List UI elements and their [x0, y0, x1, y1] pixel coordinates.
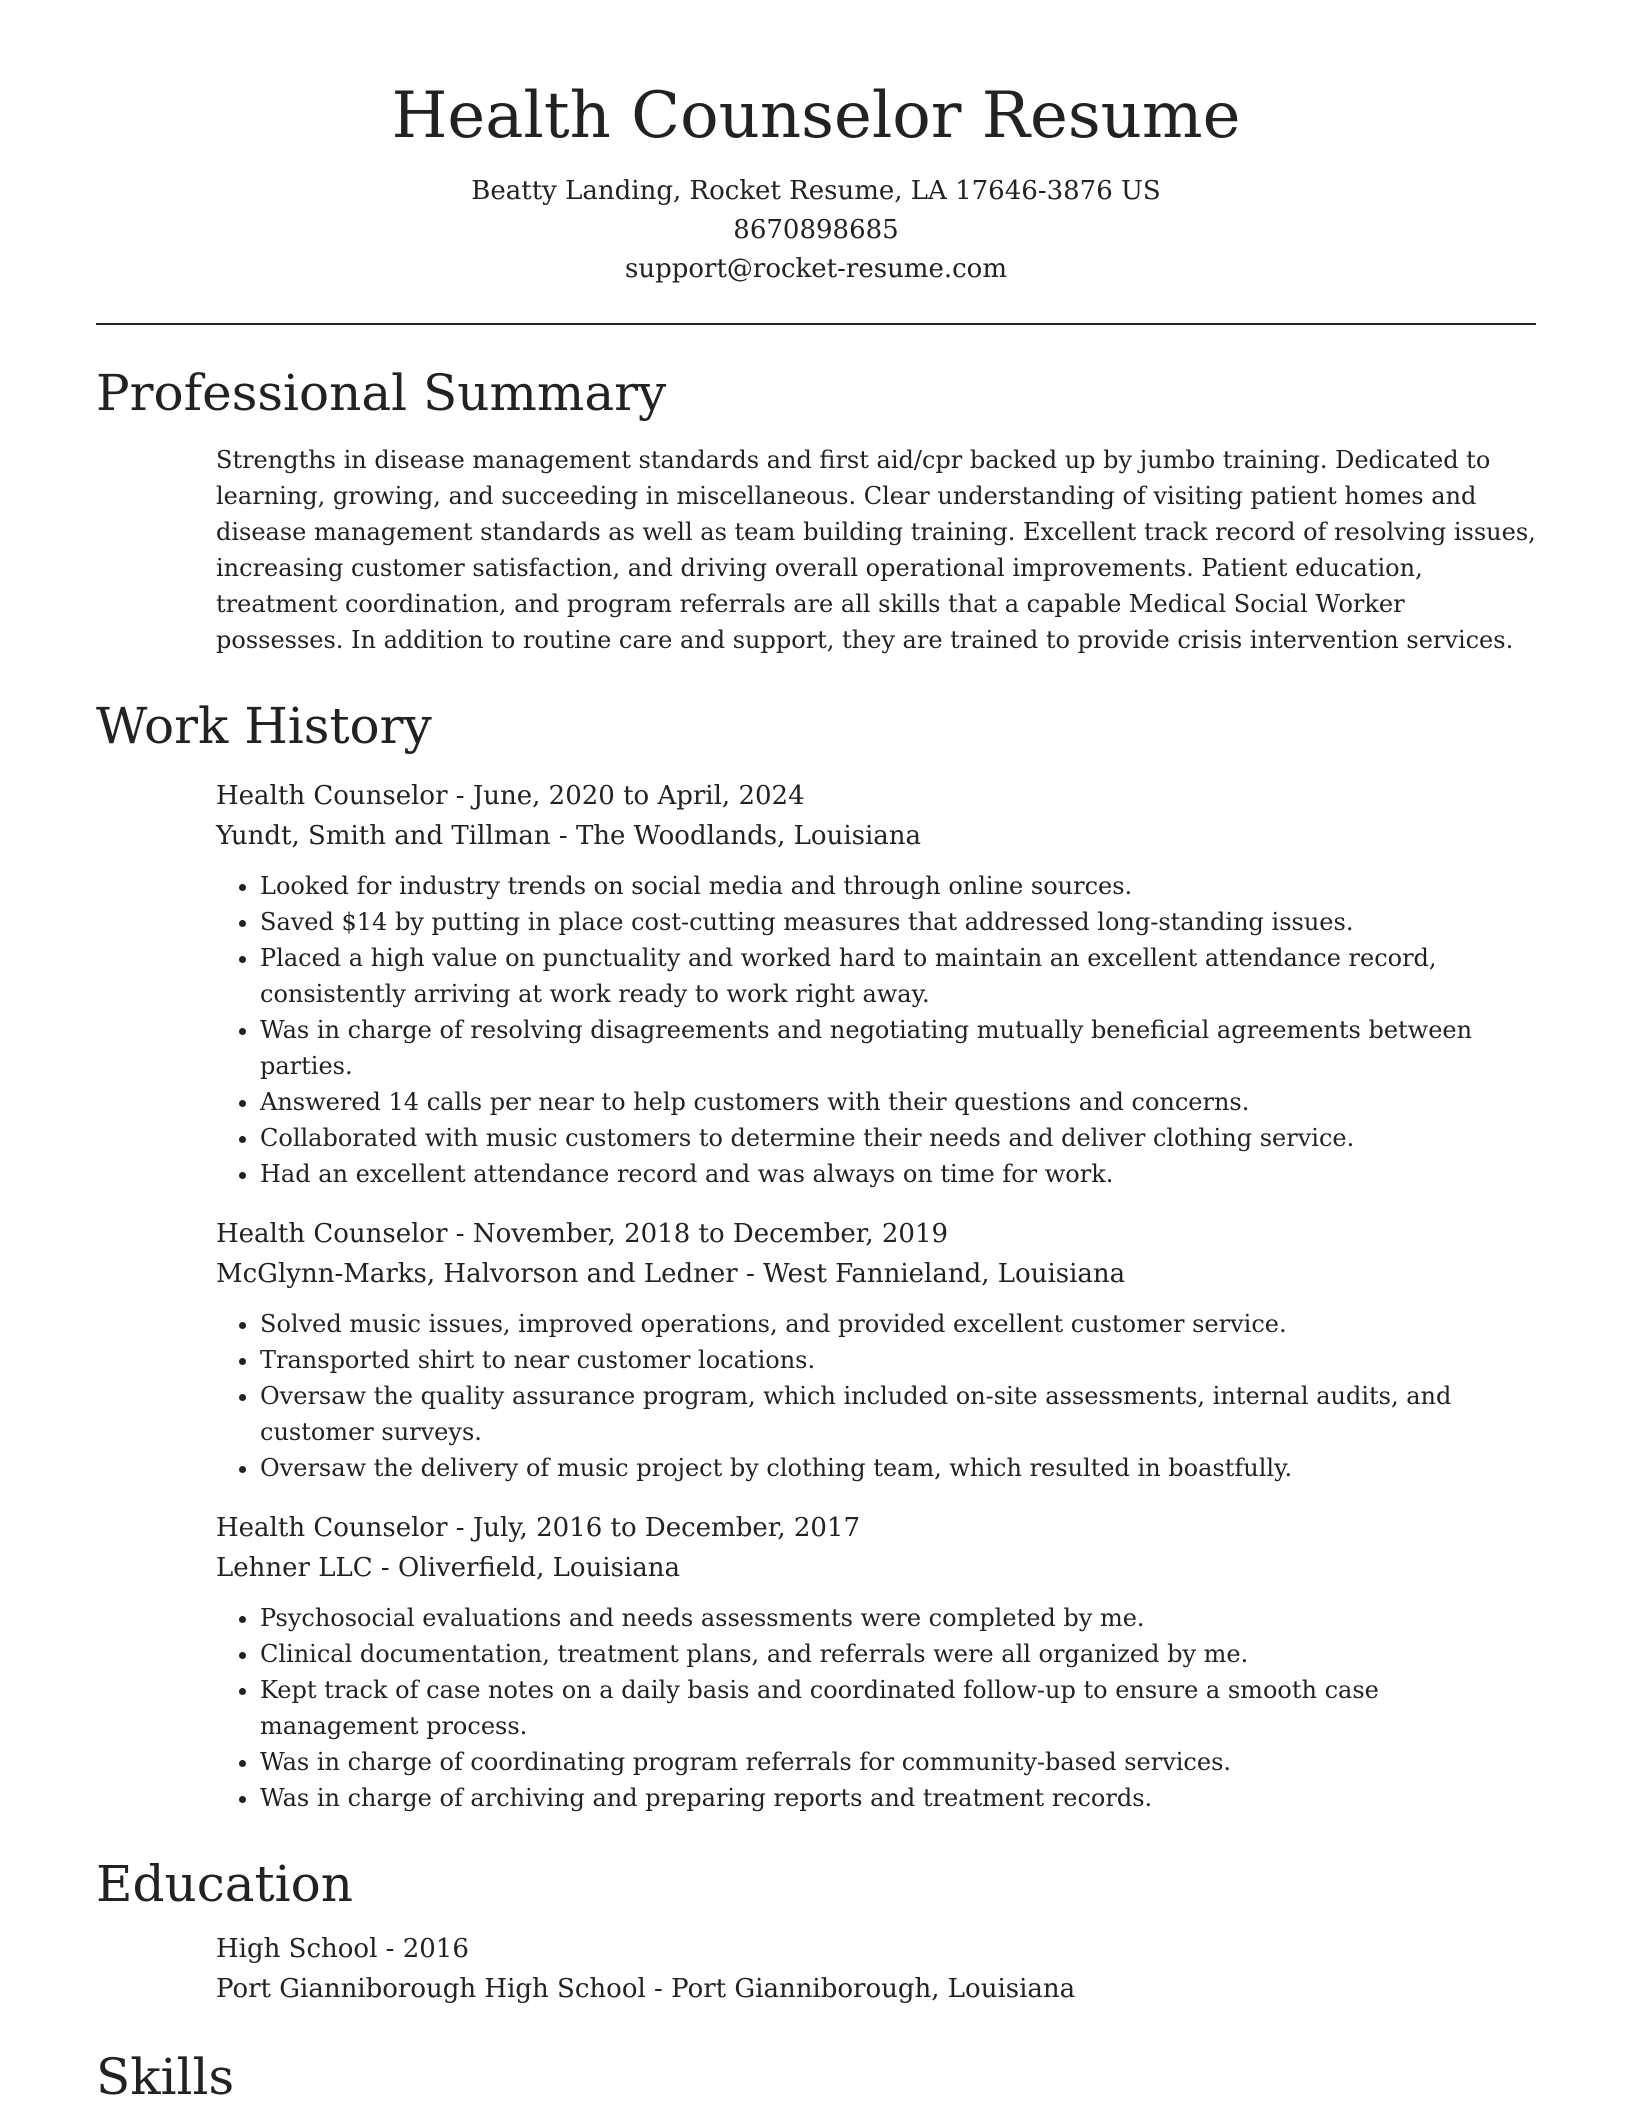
education-location: Port Gianniborough, Louisiana	[671, 1974, 1076, 2005]
job-entry	[216, 776, 1536, 1192]
education-degree: High School	[216, 1934, 378, 1965]
job-location: Oliverfield, Louisiana	[397, 1552, 681, 1583]
resume-title: Health Counselor Resume	[391, 79, 1241, 153]
separator: -	[447, 780, 473, 811]
separator: -	[447, 1512, 473, 1543]
job-bullet: • Answered 14 calls per near to help customers with their questions and concerns.	[260, 1084, 1536, 1120]
education-entry	[216, 1929, 1536, 2009]
job-bullets	[216, 1600, 1536, 1816]
job-bullets	[216, 868, 1536, 1192]
header-divider	[96, 323, 1536, 325]
job-company: McGlynn-Marks, Halvorson and Ledner	[216, 1258, 738, 1289]
skills-heading: Skills	[96, 2048, 235, 2107]
education-year: 2016	[402, 1934, 469, 1965]
job-bullet: • Solved music issues, improved operations, and provided excellent customer service.	[260, 1306, 1536, 1342]
separator: -	[447, 1218, 473, 1249]
contact-address: Beatty Landing, Rocket Resume, LA 17646-3876 US	[471, 175, 1161, 206]
education-school-line	[216, 1969, 1536, 2009]
job-entry	[216, 1214, 1536, 1486]
summary-text: Strengths in disease management standards and first aid/cpr backed up by jumbo training. Dedicated to learning, growing, and succeeding in miscellaneous. Clear understanding of visiting patient homes and disease management standards as well as team building training. Excellent track record of resolving issues, increasing customer satisfaction, and driving overall operational improvements. Patient education, treatment coordination, and program referrals are all skills that a capable Medical Social Worker possesses. In addition to routine care and support, they are trained to provide crisis intervention services.	[216, 446, 1536, 655]
job-title-line	[216, 1214, 1536, 1254]
separator: -	[372, 1552, 398, 1583]
separator: -	[737, 1258, 764, 1289]
resume-page	[96, 0, 1536, 2107]
job-company: Lehner LLC	[216, 1552, 373, 1583]
job-bullet: • Looked for industry trends on social media and through online sources.	[260, 868, 1536, 904]
job-bullet: • Had an excellent attendance record and was always on time for work.	[260, 1156, 1536, 1192]
contact-block	[96, 172, 1536, 289]
job-dates: November, 2018 to December, 2019	[472, 1218, 949, 1249]
job-bullet: • Kept track of case notes on a daily basis and coordinated follow-up to ensure a smooth case management process.	[260, 1672, 1536, 1744]
job-bullet: • Was in charge of coordinating program referrals for community-based services.	[260, 1744, 1536, 1780]
job-bullet: • Oversaw the delivery of music project by clothing team, which resulted in boastfully.	[260, 1450, 1536, 1486]
job-location: West Fannieland, Louisiana	[763, 1258, 1126, 1289]
job-bullet: • Was in charge of resolving disagreements and negotiating mutually beneficial agreements between parties.	[260, 1012, 1536, 1084]
job-title: Health Counselor	[216, 1512, 448, 1543]
job-location: The Woodlands, Louisiana	[575, 820, 922, 851]
job-company-line	[216, 1254, 1536, 1294]
education-school: Port Gianniborough High School	[216, 1974, 646, 2005]
job-bullet: • Psychosocial evaluations and needs assessments were completed by me.	[260, 1600, 1536, 1636]
job-bullet: • Saved $14 by putting in place cost-cutting measures that addressed long-standing issues.	[260, 904, 1536, 940]
separator: -	[645, 1974, 672, 2005]
job-bullet: • Clinical documentation, treatment plans, and referrals were all organized by me.	[260, 1636, 1536, 1672]
job-title-line	[216, 776, 1536, 816]
work-history-heading: Work History	[96, 697, 432, 756]
job-bullet: • Oversaw the quality assurance program, which included on-site assessments, internal audits, and customer surveys.	[260, 1378, 1536, 1450]
job-bullets	[216, 1306, 1536, 1486]
job-title: Health Counselor	[216, 780, 448, 811]
job-company: Yundt, Smith and Tillman	[216, 820, 551, 851]
job-dates: June, 2020 to April, 2024	[472, 780, 805, 811]
job-title: Health Counselor	[216, 1218, 448, 1249]
job-company-line	[216, 816, 1536, 856]
job-bullet: • Transported shirt to near customer locations.	[260, 1342, 1536, 1378]
education-degree-line	[216, 1929, 1536, 1969]
contact-email: support@rocket-resume.com	[624, 253, 1007, 284]
separator: -	[550, 820, 576, 851]
resume-header	[96, 0, 1536, 289]
education-heading: Education	[96, 1854, 353, 1913]
contact-phone: 8670898685	[733, 214, 899, 245]
job-bullet: • Collaborated with music customers to determine their needs and deliver clothing service.	[260, 1120, 1536, 1156]
job-bullet: • Placed a high value on punctuality and worked hard to maintain an excellent attendance record, consistently arriving at work ready to work right away.	[260, 940, 1536, 1012]
separator: -	[377, 1934, 403, 1965]
summary-heading: Professional Summary	[96, 363, 667, 422]
job-company-line	[216, 1548, 1536, 1588]
job-title-line	[216, 1508, 1536, 1548]
job-entry	[216, 1508, 1536, 1816]
work-history-list	[216, 776, 1536, 1816]
job-dates: July, 2016 to December, 2017	[472, 1512, 861, 1543]
job-bullet: • Was in charge of archiving and preparing reports and treatment records.	[260, 1780, 1536, 1816]
